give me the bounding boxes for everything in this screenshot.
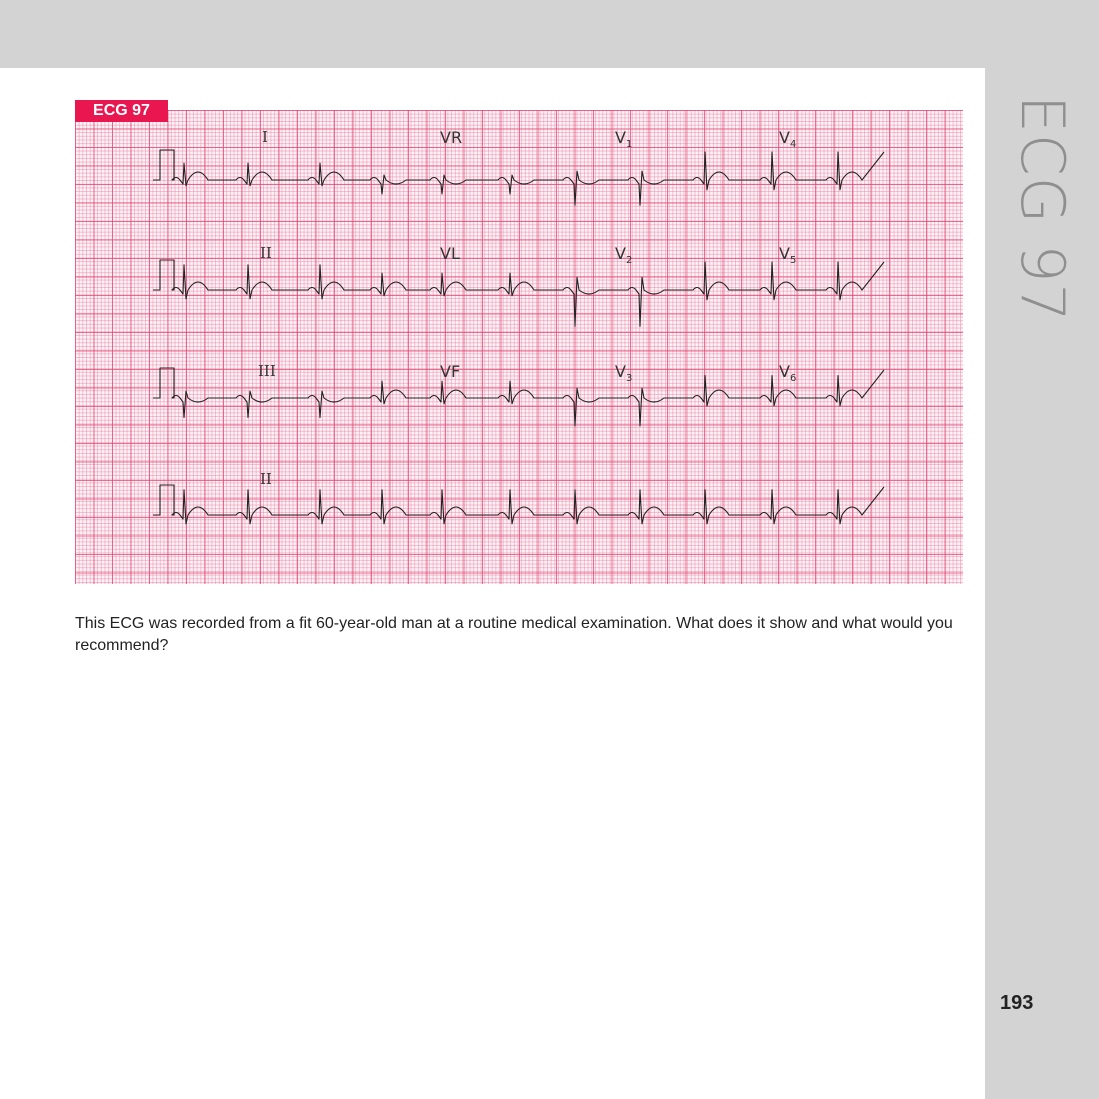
lead-label-vr: VR — [440, 128, 463, 147]
lead-label-v4: $V_4$ — [779, 128, 797, 151]
side-title: ECG 97 — [1007, 95, 1077, 323]
lead-label-vf: VF — [440, 362, 461, 381]
lead-label-iii: III — [258, 362, 276, 380]
ecg-trace-row-1 — [153, 150, 884, 205]
ecg-tag: ECG 97 — [75, 100, 168, 122]
lead-label-v2: $V_2$ — [615, 244, 633, 267]
lead-label-ii: II — [260, 244, 272, 262]
lead-label-v1: $V_1$ — [615, 128, 633, 151]
lead-label-i: I — [262, 128, 268, 146]
ecg-trace-row-2 — [153, 260, 884, 326]
ecg-trace-row-4 — [153, 485, 884, 524]
lead-label-rhythm-ii: II — [260, 470, 272, 488]
page-number: 193 — [1000, 992, 1034, 1014]
lead-label-vl: VL — [440, 244, 460, 263]
lead-label-v6: $V_6$ — [779, 362, 797, 385]
question-text: This ECG was recorded from a fit 60-year-old man at a routine medical examination. What does it show and what would you recommend? — [75, 615, 953, 654]
lead-label-v3: $V_3$ — [615, 362, 633, 385]
lead-label-v5: $V_5$ — [779, 244, 797, 267]
